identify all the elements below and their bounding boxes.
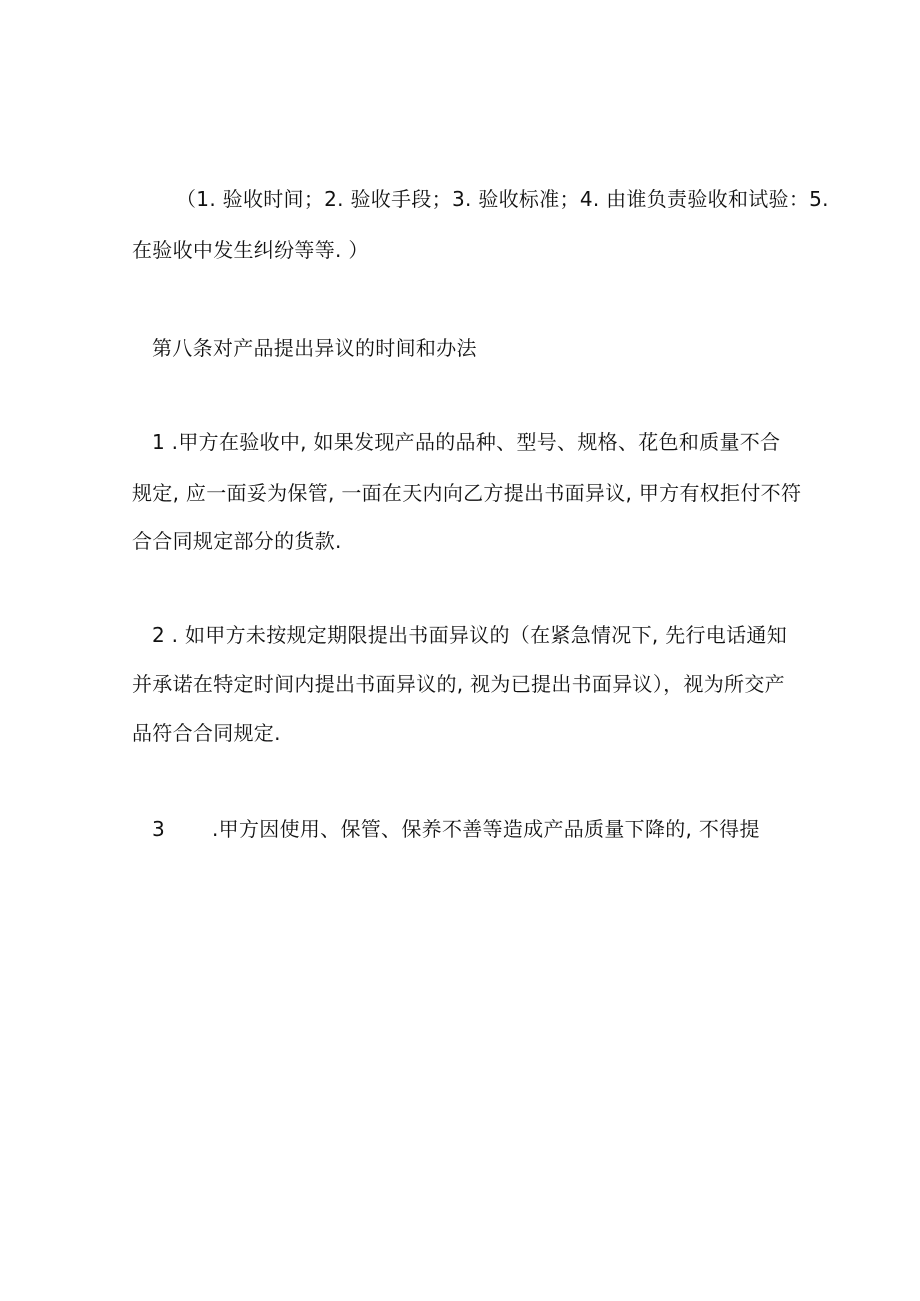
clause-2-line-3: 品符合合同规定.	[132, 721, 281, 745]
clause-1-line-1: 1 .甲方在验收中, 如果发现产品的品种、型号、规格、花色和质量不合	[152, 430, 781, 454]
article-heading: 第八条对产品提出异议的时间和办法	[152, 336, 477, 360]
clause-2-line-2: 并承诺在特定时间内提出书面异议的, 视为已提出书面异议），视为所交产	[132, 672, 785, 696]
intro-line-1: （1. 验收时间；2. 验收手段；3. 验收标准；4. 由谁负责验收和试验：5.	[176, 187, 829, 211]
clause-2-line-1: 2 . 如甲方未按规定期限提出书面异议的（在紧急情况下, 先行电话通知	[152, 623, 788, 647]
clause-1-line-2: 规定, 应一面妥为保管, 一面在天内向乙方提出书面异议, 甲方有权拒付不符	[132, 481, 802, 505]
intro-line-2: 在验收中发生纠纷等等. ）	[132, 238, 369, 262]
clause-3-number: 3	[152, 817, 166, 841]
clause-3-text: .甲方因使用、保管、保养不善等造成产品质量下降的, 不得提	[212, 817, 760, 841]
clause-1-line-3: 合合同规定部分的货款.	[132, 529, 342, 553]
